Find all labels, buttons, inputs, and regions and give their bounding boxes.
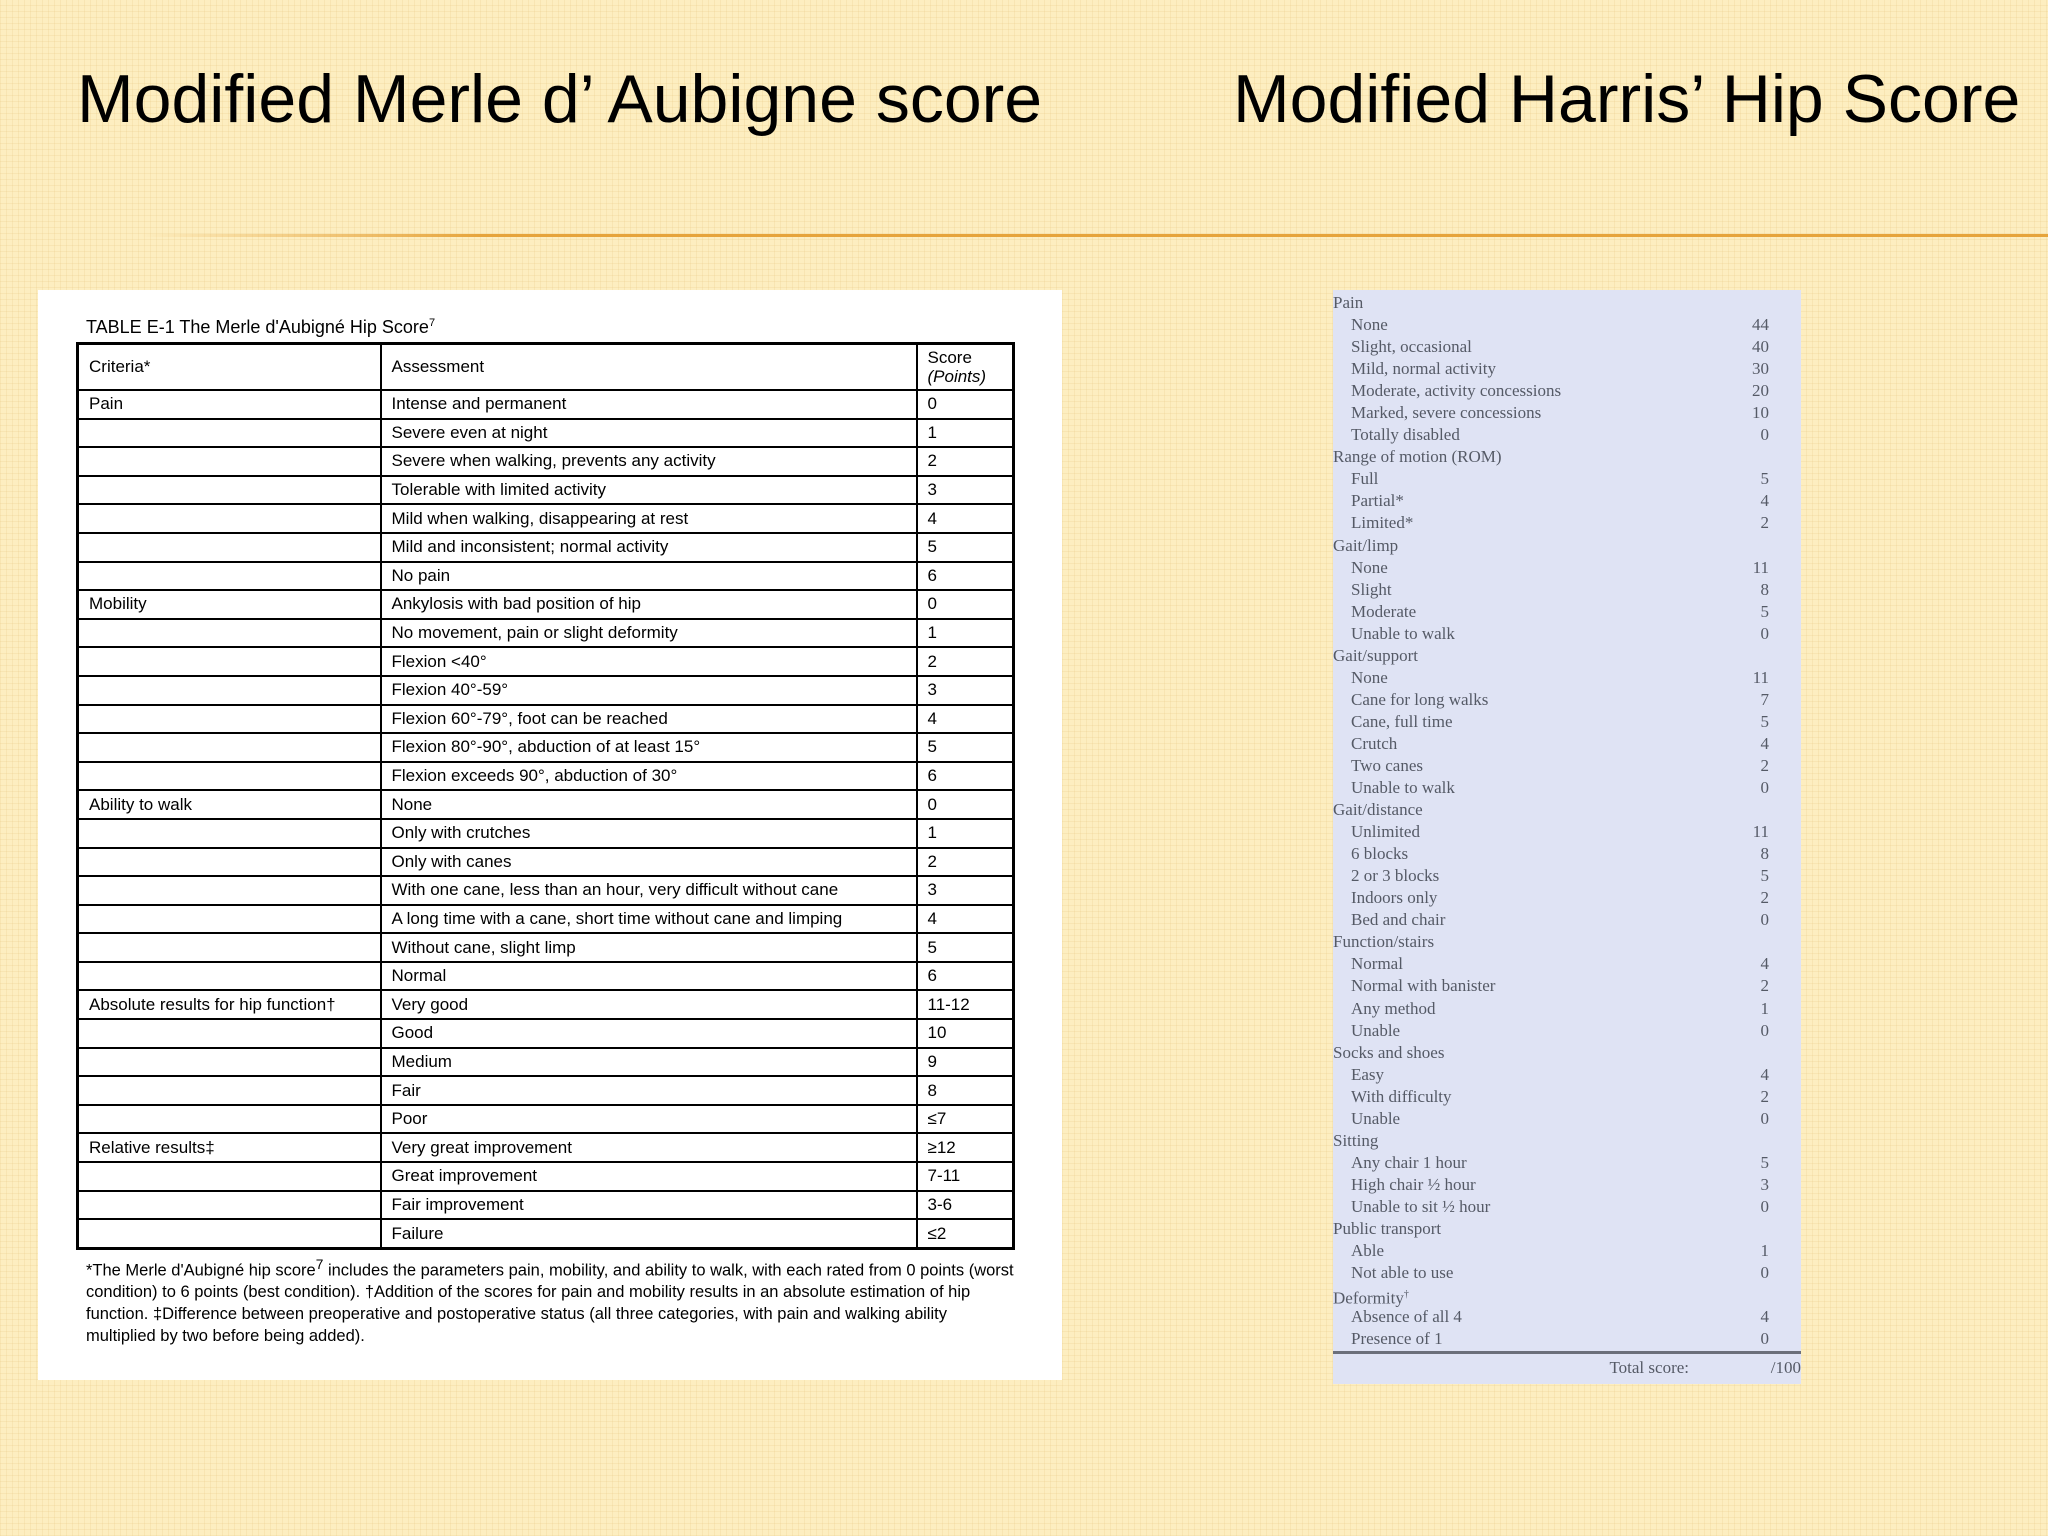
- assessment-cell: Flexion 60°-79°, foot can be reached: [381, 705, 917, 734]
- harris-item-points: 44: [1752, 315, 1769, 335]
- harris-category-label: Socks and shoes: [1333, 1042, 1445, 1062]
- harris-category-label: Gait/limp: [1333, 535, 1399, 555]
- merle-table-row: [78, 1105, 1014, 1134]
- harris-item-points: 0: [1760, 1108, 1769, 1128]
- harris-category: [1333, 1218, 1801, 1240]
- harris-item-label: Mild, normal activity: [1351, 359, 1496, 379]
- merle-table-row: [78, 504, 1014, 533]
- harris-item: [1333, 821, 1801, 843]
- harris-total-value: /100: [1770, 1358, 1801, 1377]
- harris-item-label: Any method: [1351, 998, 1436, 1018]
- harris-item-points: 0: [1760, 1196, 1769, 1216]
- criteria-cell: [78, 905, 381, 934]
- assessment-cell: With one cane, less than an hour, very difficult without cane: [381, 876, 917, 905]
- harris-item-label: Crutch: [1351, 733, 1398, 753]
- harris-item-points: 0: [1760, 1329, 1769, 1349]
- title-divider: [140, 234, 2048, 237]
- harris-category: [1333, 1130, 1801, 1152]
- merle-table-row: [78, 1162, 1014, 1191]
- harris-item-points: 5: [1760, 469, 1769, 489]
- harris-item-label: Normal: [1351, 954, 1403, 974]
- criteria-cell: [78, 447, 381, 476]
- merle-table-row: [78, 562, 1014, 591]
- harris-item-label: Bed and chair: [1351, 910, 1446, 930]
- merle-table-row: [78, 905, 1014, 934]
- harris-item-label: Any chair 1 hour: [1351, 1152, 1467, 1172]
- harris-item: [1333, 402, 1801, 424]
- assessment-cell: Intense and permanent: [381, 390, 917, 419]
- score-cell: 8: [917, 1076, 1014, 1105]
- harris-item-label: Moderate, activity concessions: [1351, 381, 1562, 401]
- harris-item-label: Unable: [1351, 1020, 1401, 1040]
- harris-item-points: 10: [1752, 403, 1769, 423]
- harris-item-points: 5: [1760, 1152, 1769, 1172]
- harris-item-points: 0: [1760, 1263, 1769, 1283]
- harris-item-label: High chair ½ hour: [1351, 1174, 1476, 1194]
- harris-category-label: Pain: [1333, 293, 1364, 312]
- criteria-cell: [78, 1219, 381, 1248]
- harris-item: [1333, 358, 1801, 380]
- score-cell: ≤2: [917, 1219, 1014, 1248]
- score-cell: 4: [917, 705, 1014, 734]
- score-cell: ≥12: [917, 1133, 1014, 1162]
- merle-table-row: [78, 1191, 1014, 1220]
- harris-item-label: Presence of 1: [1351, 1329, 1443, 1349]
- harris-category: [1333, 1042, 1801, 1064]
- harris-item: [1333, 1064, 1801, 1086]
- harris-item-points: 30: [1752, 359, 1769, 379]
- harris-item-points: 5: [1760, 601, 1769, 621]
- harris-item-label: Two canes: [1351, 755, 1423, 775]
- merle-table-row: [78, 1219, 1014, 1248]
- merle-table-row: [78, 390, 1014, 419]
- assessment-cell: Flexion <40°: [381, 647, 917, 676]
- harris-item-label: Totally disabled: [1351, 425, 1460, 445]
- criteria-cell: [78, 1019, 381, 1048]
- score-cell: 10: [917, 1019, 1014, 1048]
- harris-item: [1333, 1196, 1801, 1218]
- criteria-cell: [78, 619, 381, 648]
- criteria-cell: [78, 1048, 381, 1077]
- harris-item: [1333, 468, 1801, 490]
- merle-table-row: [78, 733, 1014, 762]
- score-cell: 11-12: [917, 990, 1014, 1019]
- assessment-cell: Fair: [381, 1076, 917, 1105]
- assessment-cell: Poor: [381, 1105, 917, 1134]
- harris-item: [1333, 777, 1801, 799]
- merle-table-row: [78, 705, 1014, 734]
- harris-item-label: None: [1351, 667, 1388, 687]
- merle-table-row: [78, 619, 1014, 648]
- harris-item-label: Cane, full time: [1351, 711, 1453, 731]
- harris-item: [1333, 424, 1801, 446]
- harris-item-label: Unable to walk: [1351, 623, 1455, 643]
- harris-item-points: 5: [1760, 711, 1769, 731]
- assessment-header: Assessment: [381, 344, 917, 391]
- harris-item: [1333, 557, 1801, 579]
- merle-table-row: [78, 647, 1014, 676]
- harris-item: [1333, 689, 1801, 711]
- criteria-cell: Pain: [78, 390, 381, 419]
- merle-table-row: [78, 1076, 1014, 1105]
- assessment-cell: Failure: [381, 1219, 917, 1248]
- criteria-cell: [78, 504, 381, 533]
- merle-table-row: [78, 590, 1014, 619]
- assessment-cell: Flexion exceeds 90°, abduction of 30°: [381, 762, 917, 791]
- criteria-cell: [78, 819, 381, 848]
- criteria-cell: [78, 848, 381, 877]
- harris-item-label: Unable to walk: [1351, 778, 1455, 798]
- harris-item-label: Slight: [1351, 579, 1392, 599]
- harris-item-label: Indoors only: [1351, 888, 1438, 908]
- criteria-cell: Absolute results for hip function†: [78, 990, 381, 1019]
- harris-item: [1333, 601, 1801, 623]
- score-cell: 5: [917, 733, 1014, 762]
- merle-footnote: *The Merle d'Aubigné hip score$^7$ includes the parameters pain, mobility, and ability to walk, with each rated from 0 points (worst condition) to 6 points (best condition). †Addition of the scores for pain and mobility results in an absolute estimation of hip function. ‡Difference between preoperative and postoperative status (all three categories, with pain and walking ability multiplied by two before being added).: [86, 1256, 1014, 1346]
- harris-item-points: 8: [1760, 844, 1769, 864]
- merle-table-body: [78, 390, 1014, 1248]
- harris-item: [1333, 1152, 1801, 1174]
- assessment-cell: Medium: [381, 1048, 917, 1077]
- score-cell: 4: [917, 905, 1014, 934]
- harris-category-label: Sitting: [1333, 1130, 1379, 1150]
- score-cell: 1: [917, 819, 1014, 848]
- criteria-cell: [78, 733, 381, 762]
- harris-item-label: Slight, occasional: [1351, 337, 1472, 357]
- score-cell: 1: [917, 419, 1014, 448]
- merle-table-row: [78, 1048, 1014, 1077]
- merle-table-row: [78, 533, 1014, 562]
- harris-item-points: 20: [1752, 381, 1769, 401]
- harris-item-points: 4: [1760, 954, 1769, 974]
- merle-table-row: [78, 476, 1014, 505]
- harris-total-divider: [1333, 1351, 1801, 1354]
- criteria-cell: [78, 1076, 381, 1105]
- harris-item: [1333, 623, 1801, 645]
- criteria-cell: [78, 1162, 381, 1191]
- assessment-cell: Only with crutches: [381, 819, 917, 848]
- merle-table-row: [78, 962, 1014, 991]
- score-cell: 0: [917, 390, 1014, 419]
- merle-table-row: [78, 933, 1014, 962]
- harris-item-points: 2: [1760, 513, 1769, 533]
- harris-item-points: 11: [1752, 557, 1769, 577]
- harris-item-points: 4: [1760, 1307, 1769, 1327]
- harris-item: [1333, 314, 1801, 336]
- harris-item: [1333, 733, 1801, 755]
- harris-category: [1333, 446, 1801, 468]
- harris-item: [1333, 755, 1801, 777]
- score-cell: 6: [917, 762, 1014, 791]
- harris-item: [1333, 887, 1801, 909]
- merle-table-row: [78, 990, 1014, 1019]
- criteria-cell: [78, 1191, 381, 1220]
- harris-total-label: Total score:: [1609, 1358, 1689, 1377]
- title-harris-score: Modified Harris’ Hip Score: [1233, 61, 2021, 137]
- assessment-cell: Severe when walking, prevents any activity: [381, 447, 917, 476]
- merle-table-row: [78, 1133, 1014, 1162]
- harris-item-label: With difficulty: [1351, 1086, 1452, 1106]
- harris-item: [1333, 1086, 1801, 1108]
- harris-item-points: 0: [1760, 910, 1769, 930]
- criteria-cell: [78, 1105, 381, 1134]
- harris-item-label: 2 or 3 blocks: [1351, 866, 1440, 886]
- score-cell: 6: [917, 562, 1014, 591]
- harris-item: [1333, 1108, 1801, 1130]
- harris-item-label: Limited*: [1351, 513, 1414, 533]
- harris-item-label: None: [1351, 315, 1388, 335]
- harris-category: [1333, 931, 1801, 953]
- harris-item: [1333, 1328, 1801, 1350]
- harris-item: [1333, 975, 1801, 997]
- harris-item-points: 11: [1752, 822, 1769, 842]
- assessment-cell: None: [381, 790, 917, 819]
- harris-item: [1333, 1240, 1801, 1262]
- score-cell: 3: [917, 476, 1014, 505]
- score-cell: 2: [917, 447, 1014, 476]
- score-cell: 0: [917, 590, 1014, 619]
- harris-item: [1333, 380, 1801, 402]
- harris-item-points: 40: [1752, 337, 1769, 357]
- harris-item: [1333, 953, 1801, 975]
- harris-category: [1333, 535, 1801, 557]
- harris-total-row: [1333, 1356, 1801, 1380]
- score-cell: 3: [917, 876, 1014, 905]
- assessment-cell: Mild and inconsistent; normal activity: [381, 533, 917, 562]
- merle-score-table-image: [38, 290, 1062, 1380]
- merle-table-row: [78, 819, 1014, 848]
- harris-item-points: 1: [1760, 1241, 1769, 1261]
- harris-item: [1333, 1020, 1801, 1042]
- harris-item: [1333, 711, 1801, 733]
- assessment-cell: Tolerable with limited activity: [381, 476, 917, 505]
- harris-item-label: Absence of all 4: [1351, 1307, 1462, 1327]
- harris-item-label: Able: [1351, 1241, 1385, 1261]
- score-cell: 0: [917, 790, 1014, 819]
- criteria-cell: [78, 762, 381, 791]
- harris-item-points: 0: [1760, 1020, 1769, 1040]
- title-merle-score: Modified Merle d’ Aubigne score: [77, 61, 1043, 137]
- harris-category-label: Range of motion (ROM): [1333, 447, 1502, 467]
- harris-item-points: 0: [1760, 623, 1769, 643]
- assessment-cell: Normal: [381, 962, 917, 991]
- assessment-cell: Ankylosis with bad position of hip: [381, 590, 917, 619]
- harris-item-points: 0: [1760, 425, 1769, 445]
- harris-item-label: Unable to sit ½ hour: [1351, 1196, 1491, 1216]
- score-cell: 3-6: [917, 1191, 1014, 1220]
- score-cell: 5: [917, 933, 1014, 962]
- merle-table-row: [78, 762, 1014, 791]
- merle-table-row: [78, 447, 1014, 476]
- criteria-cell: [78, 562, 381, 591]
- harris-category-label: Function/stairs: [1333, 932, 1435, 952]
- assessment-cell: Very great improvement: [381, 1133, 917, 1162]
- merle-table-row: [78, 676, 1014, 705]
- harris-category-label: Deformity: [1333, 1288, 1404, 1308]
- assessment-cell: Flexion 40°-59°: [381, 676, 917, 705]
- merle-table-caption: TABLE E-1 The Merle d'Aubigné Hip Score$^7$: [86, 317, 436, 337]
- harris-item: [1333, 1262, 1801, 1284]
- harris-item-points: 2: [1760, 755, 1769, 775]
- merle-header-row: [78, 344, 1014, 391]
- harris-item-label: 6 blocks: [1351, 844, 1409, 864]
- harris-item-points: 11: [1752, 667, 1769, 687]
- criteria-cell: Mobility: [78, 590, 381, 619]
- merle-table-row: [78, 419, 1014, 448]
- harris-item-points: 2: [1760, 976, 1769, 996]
- merle-score-table: [76, 342, 1015, 1250]
- harris-item-points: 0: [1760, 778, 1769, 798]
- harris-item-points: 5: [1760, 866, 1769, 886]
- harris-item-label: Moderate: [1351, 601, 1417, 621]
- criteria-cell: [78, 419, 381, 448]
- criteria-cell: [78, 533, 381, 562]
- criteria-cell: [78, 476, 381, 505]
- criteria-cell: [78, 876, 381, 905]
- assessment-cell: Flexion 80°-90°, abduction of at least 15°: [381, 733, 917, 762]
- score-cell: 1: [917, 619, 1014, 648]
- merle-table-row: [78, 848, 1014, 877]
- harris-category-label: Public transport: [1333, 1218, 1442, 1238]
- criteria-cell: Relative results‡: [78, 1133, 381, 1162]
- score-cell: 2: [917, 848, 1014, 877]
- harris-item: [1333, 998, 1801, 1020]
- harris-item: [1333, 667, 1801, 689]
- harris-category: [1333, 1284, 1801, 1306]
- harris-item-label: Unlimited: [1351, 822, 1420, 842]
- criteria-cell: [78, 647, 381, 676]
- criteria-cell: Ability to walk: [78, 790, 381, 819]
- harris-item-points: 8: [1760, 579, 1769, 599]
- merle-table-row: [78, 790, 1014, 819]
- harris-item-label: Normal with banister: [1351, 976, 1496, 996]
- assessment-cell: No pain: [381, 562, 917, 591]
- assessment-cell: Mild when walking, disappearing at rest: [381, 504, 917, 533]
- harris-item-points: 4: [1760, 1064, 1769, 1084]
- harris-item: [1333, 490, 1801, 512]
- assessment-cell: Only with canes: [381, 848, 917, 877]
- harris-item: [1333, 512, 1801, 534]
- harris-item-label: Full: [1351, 469, 1379, 489]
- harris-item: [1333, 909, 1801, 931]
- harris-item-label: Cane for long walks: [1351, 689, 1489, 709]
- assessment-cell: Great improvement: [381, 1162, 917, 1191]
- harris-category: [1333, 645, 1801, 667]
- harris-item: [1333, 1174, 1801, 1196]
- harris-category-label: Gait/support: [1333, 645, 1418, 665]
- merle-table-row: [78, 876, 1014, 905]
- harris-item-points: 7: [1760, 689, 1769, 709]
- harris-item-points: 4: [1760, 733, 1769, 753]
- harris-item: [1333, 579, 1801, 601]
- harris-item: [1333, 843, 1801, 865]
- merle-table-row: [78, 1019, 1014, 1048]
- harris-item-points: 2: [1760, 888, 1769, 908]
- assessment-cell: No movement, pain or slight deformity: [381, 619, 917, 648]
- harris-item-points: 3: [1760, 1174, 1769, 1194]
- harris-item-points: 2: [1760, 1086, 1769, 1106]
- assessment-cell: Good: [381, 1019, 917, 1048]
- harris-category-label: Gait/distance: [1333, 800, 1423, 820]
- assessment-cell: A long time with a cane, short time without cane and limping: [381, 905, 917, 934]
- assessment-cell: Fair improvement: [381, 1191, 917, 1220]
- criteria-cell: [78, 933, 381, 962]
- criteria-cell: [78, 676, 381, 705]
- criteria-cell: [78, 705, 381, 734]
- harris-item-label: Unable: [1351, 1108, 1401, 1128]
- harris-category-footnote-mark: †: [1403, 1289, 1409, 1301]
- harris-category: [1333, 799, 1801, 821]
- score-header: Score (Points): [917, 344, 1014, 391]
- harris-item-label: Not able to use: [1351, 1263, 1454, 1283]
- score-cell: 9: [917, 1048, 1014, 1077]
- score-cell: 7-11: [917, 1162, 1014, 1191]
- harris-score-table-image: [1333, 290, 1801, 1384]
- score-cell: 6: [917, 962, 1014, 991]
- harris-item-points: 1: [1760, 998, 1769, 1018]
- criteria-header: Criteria*: [78, 344, 381, 391]
- assessment-cell: Very good: [381, 990, 917, 1019]
- score-cell: 3: [917, 676, 1014, 705]
- harris-item-label: Marked, severe concessions: [1351, 403, 1542, 423]
- score-cell: 4: [917, 504, 1014, 533]
- score-cell: ≤7: [917, 1105, 1014, 1134]
- assessment-cell: Without cane, slight limp: [381, 933, 917, 962]
- harris-item-label: None: [1351, 557, 1388, 577]
- harris-item: [1333, 336, 1801, 358]
- harris-category: [1333, 292, 1801, 314]
- harris-item-label: Partial*: [1351, 491, 1404, 511]
- harris-score-list: [1333, 292, 1801, 1350]
- criteria-cell: [78, 962, 381, 991]
- score-cell: 5: [917, 533, 1014, 562]
- assessment-cell: Severe even at night: [381, 419, 917, 448]
- score-cell: 2: [917, 647, 1014, 676]
- harris-item-points: 4: [1760, 491, 1769, 511]
- harris-item: [1333, 1306, 1801, 1328]
- harris-item: [1333, 865, 1801, 887]
- harris-item-label: Easy: [1351, 1064, 1385, 1084]
